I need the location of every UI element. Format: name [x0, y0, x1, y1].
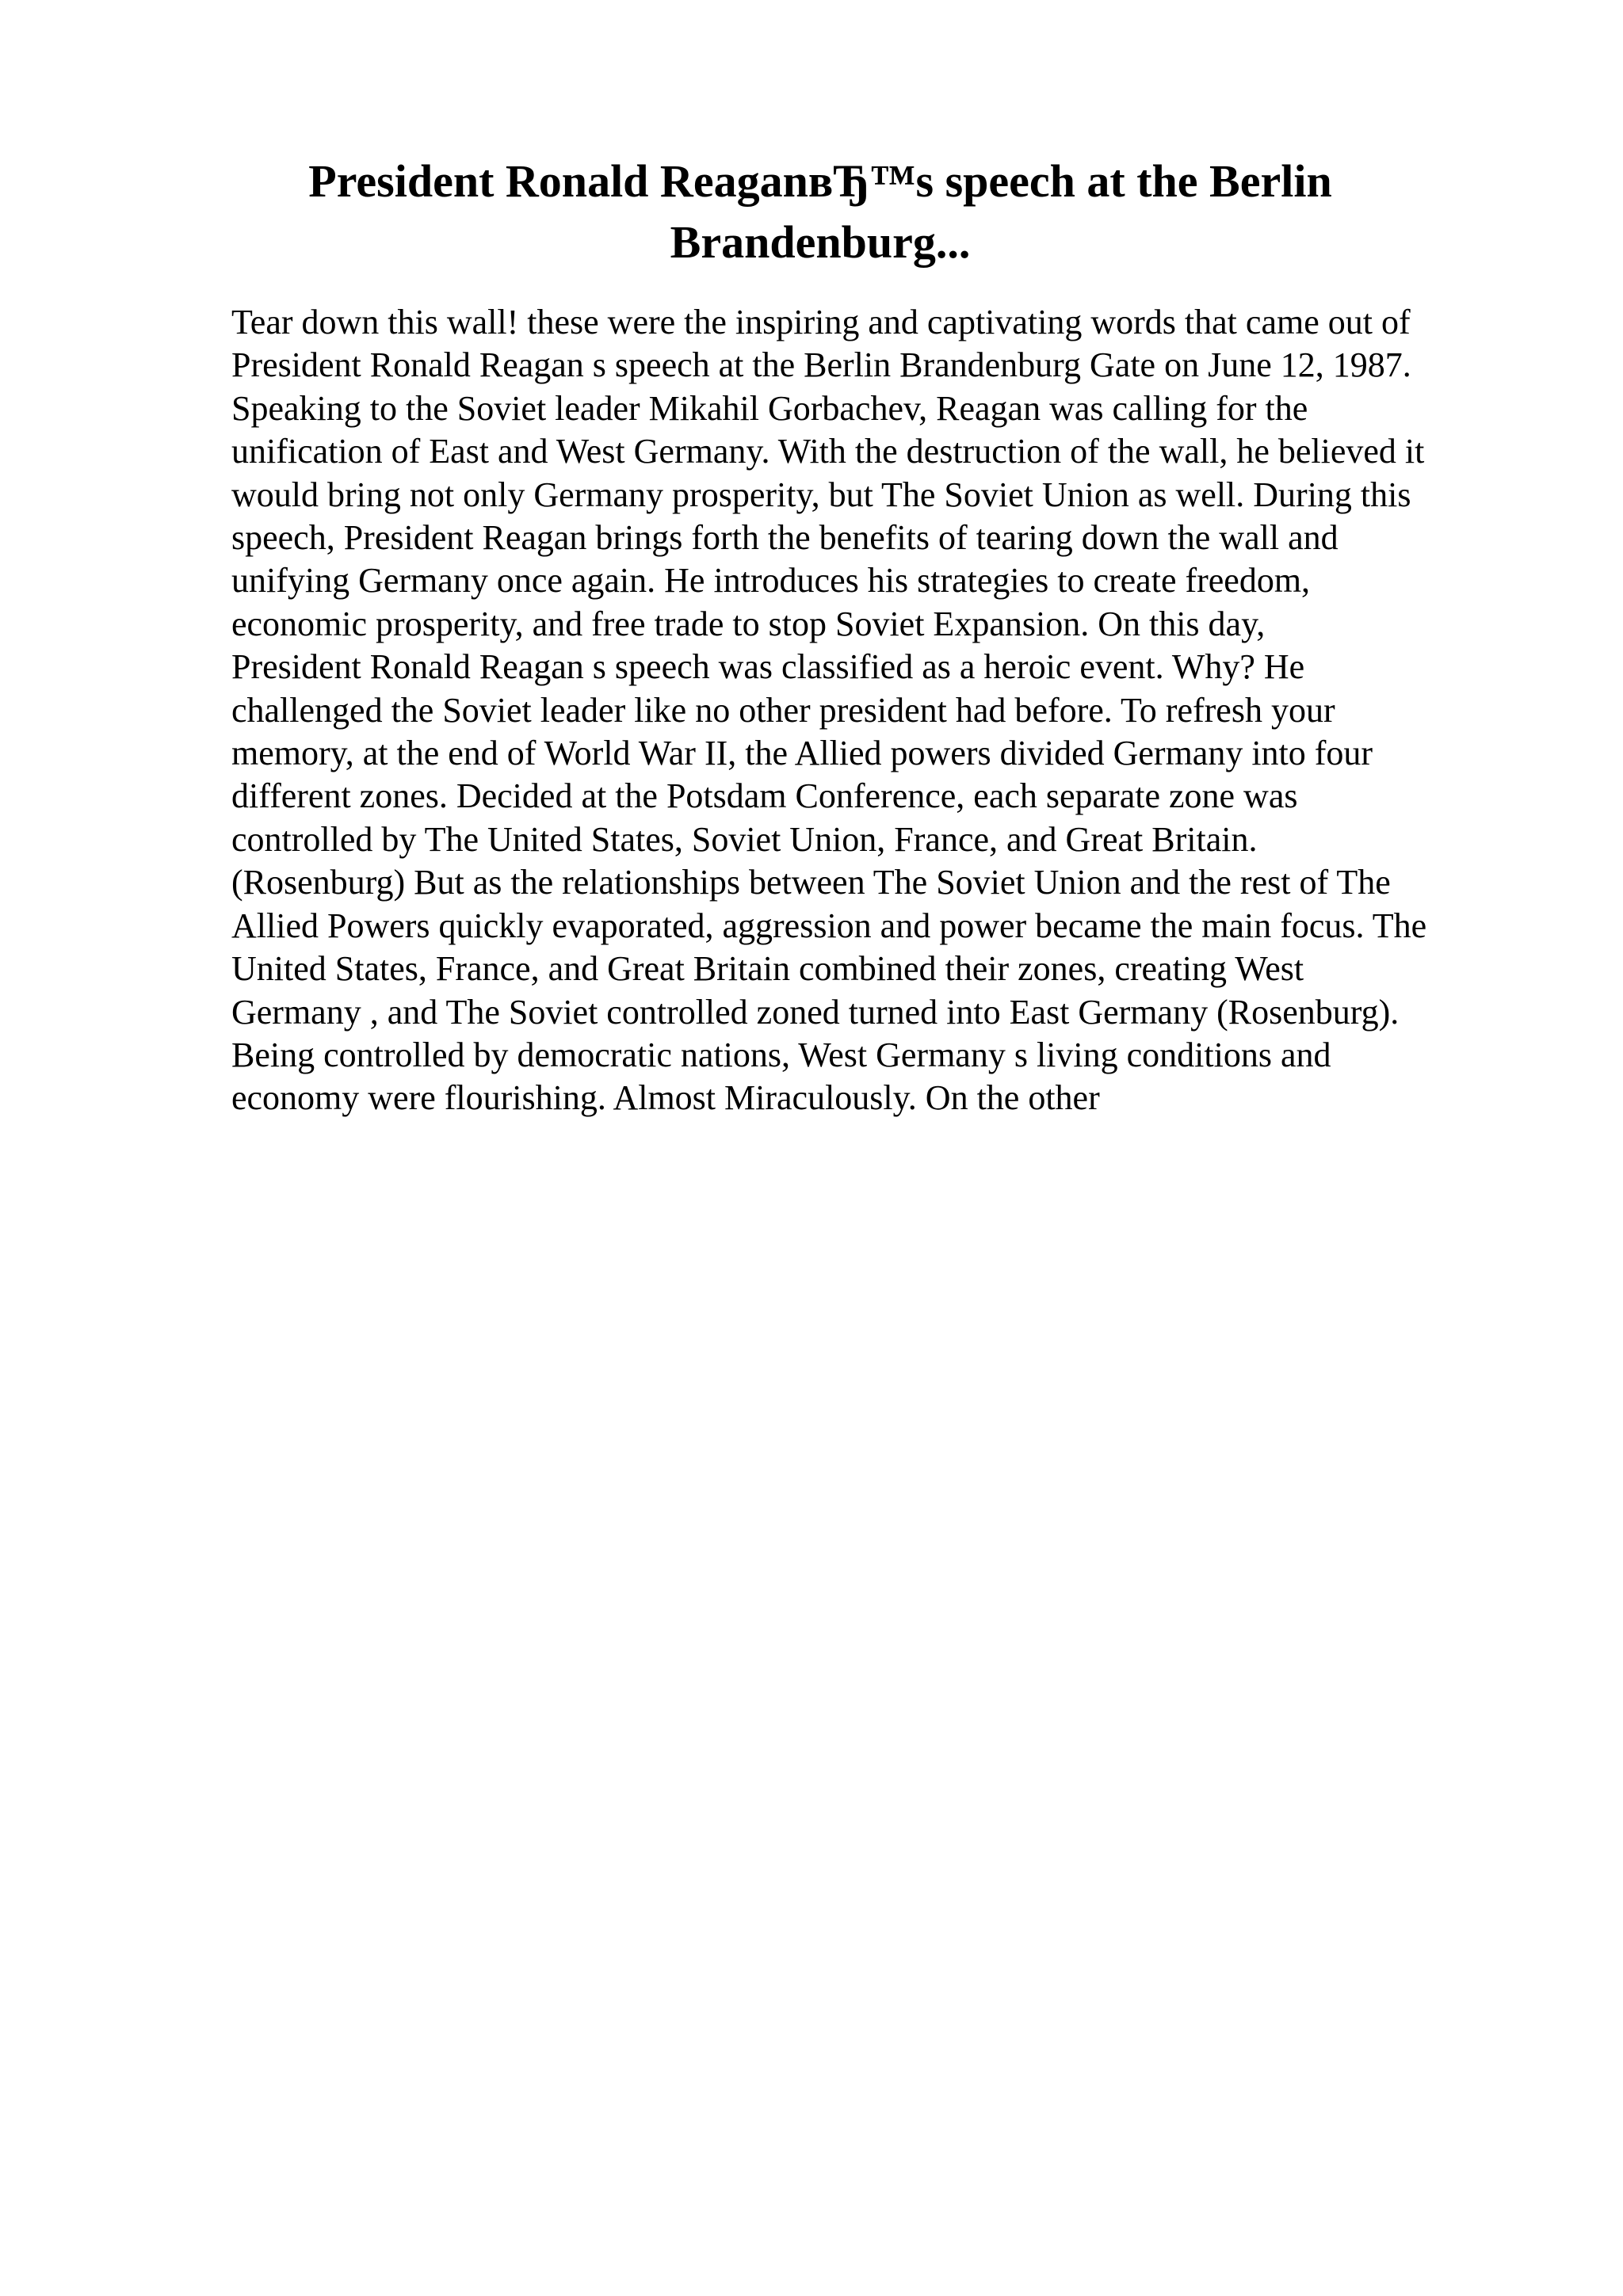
body-line: President Ronald Reagan s speech was classified as a heroic event. Why? He [231, 647, 1305, 687]
body-line: United States, France, and Great Britain combined their zones, creating West [231, 949, 1304, 989]
document-title: President Ronald ReaganвЂ™s speech at the Berlin Brandenburg... [308, 155, 1332, 268]
body-line: would bring not only Germany prosperity, but The Soviet Union as well. During this [231, 475, 1411, 514]
document-body [231, 301, 1594, 1120]
body-line: speech, President Reagan brings forth the benefits of tearing down the wall and [231, 518, 1338, 558]
body-line: Speaking to the Soviet leader Mikahil Gorbachev, Reagan was calling for the [231, 388, 1308, 428]
body-line: Tear down this wall! these were the inspiring and captivating words that came out of [231, 303, 1411, 341]
body-line: (Rosenburg) But as the relationships between The Soviet Union and the rest of The [231, 863, 1391, 902]
body-line: memory, at the end of World War II, the Allied powers divided Germany into four [231, 734, 1373, 773]
body-line: different zones. Decided at the Potsdam Conference, each separate zone was [231, 776, 1298, 816]
body-line: unifying Germany once again. He introduces his strategies to create freedom, [231, 561, 1311, 601]
body-line: Germany , and The Soviet controlled zoned turned into East Germany (Rosenburg). [231, 992, 1400, 1032]
body-line: Allied Powers quickly evaporated, aggression and power became the main focus. The [231, 906, 1427, 945]
body-line: Being controlled by democratic nations, West Germany s living conditions and [231, 1035, 1331, 1074]
body-line: controlled by The United States, Soviet Union, France, and Great Britain. [231, 819, 1258, 859]
body-line: unification of East and West Germany. With the destruction of the wall, he believed it [231, 432, 1425, 471]
body-line: economy were flourishing. Almost Miraculously. On the other [231, 1078, 1100, 1118]
body-line: challenged the Soviet leader like no other president had before. To refresh your [231, 690, 1335, 730]
body-line: economic prosperity, and free trade to stop Soviet Expansion. On this day, [231, 604, 1266, 643]
body-line: President Ronald Reagan s speech at the Berlin Brandenburg Gate on June 12, 1987. [231, 345, 1411, 385]
